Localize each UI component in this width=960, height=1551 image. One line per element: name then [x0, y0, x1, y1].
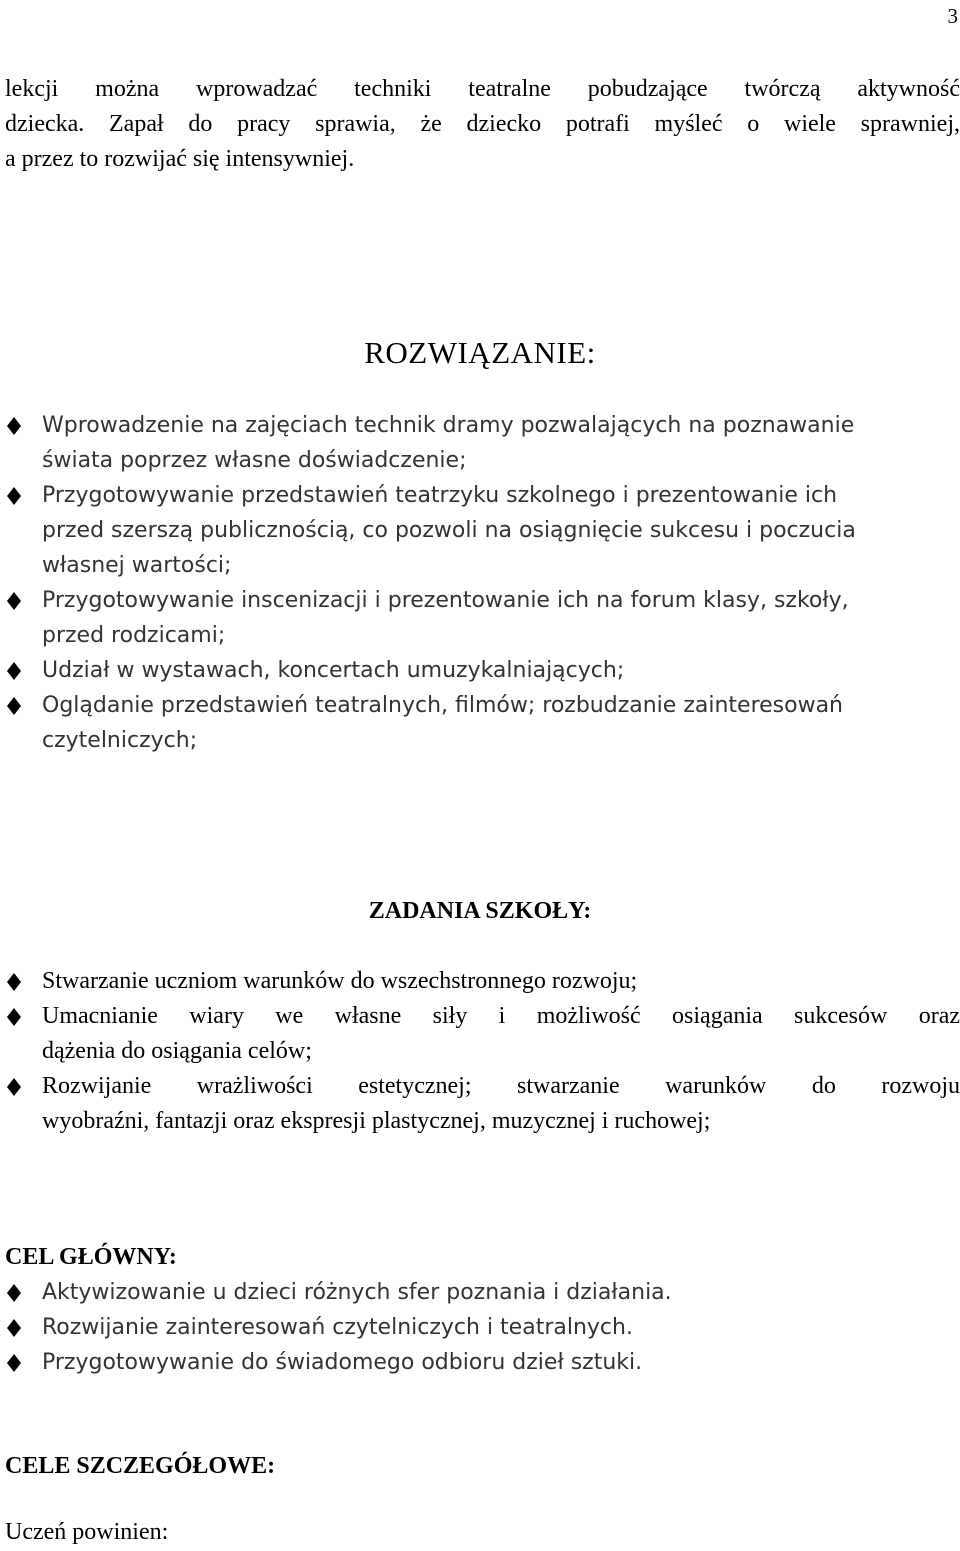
- list-item-line: własnej wartości;: [42, 553, 232, 578]
- diamond-bullet-icon: [7, 1345, 21, 1380]
- list-item-line: Udział w wystawach, koncertach umuzykalniających;: [42, 658, 625, 683]
- zadania-heading: ZADANIA SZKOŁY:: [368, 898, 592, 924]
- list-item-line: Wprowadzenie na zajęciach technik dramy pozwalających na poznawanie: [42, 413, 855, 438]
- cele-szczegolowe-heading: CELE SZCZEGÓŁOWE:: [5, 1453, 276, 1479]
- list-item-text: [42, 478, 960, 583]
- diamond-bullet-icon: [7, 1310, 21, 1345]
- list-item-line: Rozwijanie zainteresowań czytelniczych i teatralnych.: [42, 1315, 633, 1340]
- list-item-text: [42, 408, 960, 478]
- intro-line: a przez to rozwijać się intensywniej.: [5, 146, 355, 172]
- list-item-line: Oglądanie przedstawień teatralnych, filmów; rozbudzanie zainteresowań: [42, 693, 844, 718]
- list-item-line: Rozwijanie wrażliwości estetycznej; stwarzanie warunków do rozwoju: [42, 1073, 960, 1099]
- list-item-text: [42, 1069, 960, 1139]
- list-item-line: czytelniczych;: [42, 728, 198, 753]
- diamond-bullet-icon: [7, 964, 21, 999]
- list-item: [0, 964, 960, 999]
- list-item: [0, 1345, 960, 1380]
- list-item-line: Aktywizowanie u dzieci różnych sfer poznania i działania.: [42, 1280, 672, 1305]
- cele-szczegolowe-lead: Uczeń powinien:: [5, 1519, 169, 1545]
- diamond-bullet-icon: [7, 1275, 21, 1310]
- intro-paragraph: [5, 72, 960, 177]
- list-item-text: [42, 964, 960, 999]
- list-item-text: [42, 1345, 960, 1380]
- list-item-text: [42, 1275, 960, 1310]
- list-item-line: świata poprzez własne doświadczenie;: [42, 448, 467, 473]
- list-item-text: [42, 653, 960, 688]
- diamond-bullet-icon: [7, 653, 21, 688]
- list-item: [0, 688, 960, 758]
- cel-glowny-list: [0, 1275, 960, 1380]
- list-item-line: Przygotowywanie inscenizacji i prezentowanie ich na forum klasy, szkoły,: [42, 588, 849, 613]
- list-item-text: [42, 583, 960, 653]
- intro-line: dziecka. Zapał do pracy sprawia, że dziecko potrafi myśleć o wiele sprawniej,: [5, 111, 960, 137]
- rozwiazanie-list: [0, 408, 960, 758]
- list-item: [0, 408, 960, 478]
- list-item-line: Umacnianie wiary we własne siły i możliwość osiągania sukcesów oraz: [42, 1003, 960, 1029]
- list-item: [0, 1310, 960, 1345]
- diamond-bullet-icon: [7, 583, 21, 618]
- list-item: [0, 1069, 960, 1139]
- page-number: 3: [947, 4, 958, 28]
- list-item-line: dążenia do osiągania celów;: [42, 1038, 312, 1064]
- diamond-bullet-icon: [7, 688, 21, 723]
- list-item-line: przed rodzicami;: [42, 623, 226, 648]
- diamond-bullet-icon: [7, 408, 21, 443]
- diamond-bullet-icon: [7, 1069, 21, 1104]
- list-item: [0, 1275, 960, 1310]
- cel-glowny-heading: CEL GŁÓWNY:: [5, 1244, 177, 1270]
- list-item-line: Przygotowywanie przedstawień teatrzyku szkolnego i prezentowanie ich: [42, 483, 838, 508]
- list-item-line: przed szerszą publicznością, co pozwoli na osiągnięcie sukcesu i poczucia: [42, 518, 856, 543]
- list-item-line: Stwarzanie uczniom warunków do wszechstronnego rozwoju;: [42, 968, 638, 994]
- list-item-text: [42, 688, 960, 758]
- diamond-bullet-icon: [7, 999, 21, 1034]
- rozwiazanie-heading: ROZWIĄZANIE:: [364, 335, 596, 370]
- list-item-line: wyobraźni, fantazji oraz ekspresji plastycznej, muzycznej i ruchowej;: [42, 1108, 711, 1134]
- list-item-text: [42, 1310, 960, 1345]
- list-item: [0, 999, 960, 1069]
- list-item-line: Przygotowywanie do świadomego odbioru dzieł sztuki.: [42, 1350, 643, 1375]
- list-item-text: [42, 999, 960, 1069]
- intro-line: lekcji można wprowadzać techniki teatralne pobudzające twórczą aktywność: [5, 76, 960, 102]
- list-item: [0, 583, 960, 653]
- list-item: [0, 653, 960, 688]
- diamond-bullet-icon: [7, 478, 21, 513]
- zadania-list: [0, 964, 960, 1139]
- list-item: [0, 478, 960, 583]
